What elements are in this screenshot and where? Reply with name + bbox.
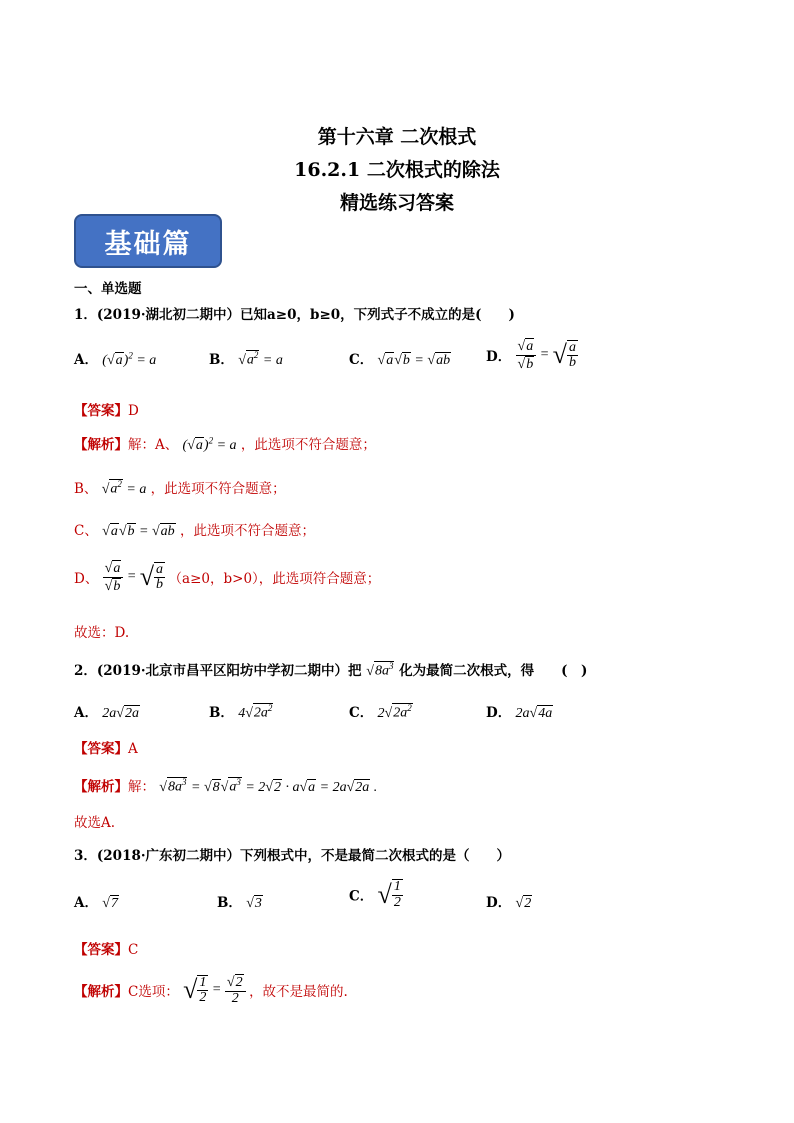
q2-answer-key: 【答案】	[74, 741, 128, 757]
q2-option-d-label: D．	[486, 705, 512, 721]
q3-option-a	[74, 891, 119, 912]
q2-stem-text: 2．(2019·北京市昌平区阳坊中学初二期中）把	[74, 663, 362, 679]
section-title: 16.2.1 二次根式的除法	[294, 159, 500, 181]
q3-answer-value: C	[128, 942, 139, 958]
subtitle: 精选练习答案	[339, 192, 454, 214]
q1-option-c	[349, 348, 451, 369]
q1-option-d-label: D．	[486, 348, 512, 365]
q2-stem-tail: 化为最简二次根式，得 ( )	[399, 663, 588, 679]
q3-option-d-label: D．	[486, 895, 512, 911]
q1-analysis-d	[74, 560, 380, 594]
q1-option-b	[209, 348, 283, 369]
q2-answer	[74, 737, 138, 757]
q1-analysis-c	[74, 519, 315, 540]
q3-option-a-label: A．	[74, 895, 98, 911]
q1-answer	[74, 399, 139, 419]
q1-answer-key: 【答案】	[74, 403, 128, 419]
q2-option-a	[74, 701, 140, 722]
q2-option-b-formula: $4√2a^2$	[238, 703, 273, 721]
q2-option-c-label: C．	[349, 705, 374, 721]
q2-option-a-formula: 2a√2a	[102, 706, 139, 721]
q1-analysis-intro: 解：A、	[128, 437, 179, 453]
q1-option-b-label: B．	[209, 352, 234, 368]
q1-option-a-label: A．	[74, 352, 98, 368]
q3-analysis-tail: ，故不是最简的.	[249, 983, 348, 1000]
chapter-title: 第十六章 二次根式	[317, 126, 477, 148]
q2-stem	[74, 659, 587, 680]
q3-analysis	[74, 974, 348, 1006]
q2-option-b-label: B．	[209, 705, 234, 721]
q3-option-b	[217, 891, 263, 912]
q1-option-b-formula: $√a^2 = a$	[238, 350, 283, 368]
q1-analysis-b-comment: ，此选项不符合题意；	[150, 481, 286, 497]
q1-option-a	[74, 348, 156, 369]
q1-analysis-b-formula: $√a^2 = a$	[101, 479, 147, 497]
q1-analysis-a	[74, 433, 376, 454]
q1-conclusion: 故选：D.	[74, 625, 130, 641]
q3-option-a-formula: √7	[102, 896, 118, 911]
q2-answer-value: A	[128, 741, 138, 757]
q1-analysis-a-comment: ，此选项不符合题意；	[240, 437, 376, 453]
q1-analysis-key: 【解析】	[74, 437, 128, 453]
q2-option-a-label: A．	[74, 705, 98, 721]
q2-option-b	[209, 701, 273, 722]
q2-conclusion: 故选A.	[74, 815, 116, 831]
q1-analysis-c-comment: ，此选项不符合题意；	[179, 523, 315, 539]
q1-analysis-c-formula: √a√b = √ab	[102, 524, 175, 539]
q2-analysis-intro: 解：	[128, 779, 155, 795]
q3-option-c	[349, 879, 403, 910]
q3-option-b-label: B．	[217, 895, 242, 911]
q3-option-d	[486, 891, 532, 912]
q1-analysis-d-comment: （a≥0，b>0），此选项符合题意；	[168, 570, 381, 587]
q2-analysis-formula: $√8a^3 = √8√a^3 = 2√2 \cdot a√a = 2a√2a$ .	[159, 777, 378, 795]
q3-analysis-formula: √ $\frac{1}{2}$ = $\frac{√2}{2}$	[183, 982, 249, 997]
q2-analysis	[74, 775, 377, 796]
q3-option-c-label: C．	[349, 888, 374, 905]
q1-analysis-d-prefix: D、	[74, 570, 99, 587]
q1-analysis-c-prefix: C、	[74, 523, 98, 539]
q2-option-d	[486, 701, 553, 722]
q3-option-c-formula: √ $\frac{1}{2}$	[377, 879, 401, 910]
q3-answer	[74, 938, 138, 958]
q1-option-d-formula: $\frac{√a}{√b}$ = √ $\frac{a}{b}$	[517, 339, 576, 372]
level-badge: 基础篇	[74, 214, 222, 268]
q1-option-d	[486, 338, 578, 372]
q1-analysis-b-prefix: B、	[74, 481, 98, 497]
q3-stem: 3．(2018·广东初二期中）下列根式中，不是最简二次根式的是（ ）	[74, 848, 511, 864]
q3-option-b-formula: √3	[246, 896, 262, 911]
q2-option-d-formula: 2a√4a	[515, 706, 553, 721]
q2-analysis-key: 【解析】	[74, 779, 128, 795]
q3-analysis-key: 【解析】	[74, 983, 128, 1000]
q3-analysis-intro: C选项：	[128, 983, 179, 1000]
q2-option-c	[349, 701, 413, 722]
section-heading: 一、单选题	[74, 281, 142, 297]
q1-analysis-a-formula: $(√a)^2 = a$	[182, 435, 237, 453]
q1-option-a-formula: $(√a)^2 = a$	[102, 350, 157, 368]
q1-option-c-label: C．	[349, 352, 374, 368]
q1-analysis-d-formula: $\frac{√a}{√b}$ = √ $\frac{a}{b}$	[104, 561, 164, 594]
q3-answer-key: 【答案】	[74, 942, 128, 958]
q2-option-c-formula: $2√2a^2$	[377, 703, 412, 721]
q2-stem-formula: $√8a^3$	[366, 661, 394, 679]
q3-option-d-formula: √2	[515, 896, 532, 911]
q1-analysis-b	[74, 477, 286, 498]
q1-stem: 1．(2019·湖北初二期中）已知a≥0，b≥0，下列式子不成立的是( )	[74, 307, 515, 323]
q1-answer-value: D	[128, 403, 139, 419]
q1-option-c-formula: √a√b = √ab	[377, 353, 451, 368]
